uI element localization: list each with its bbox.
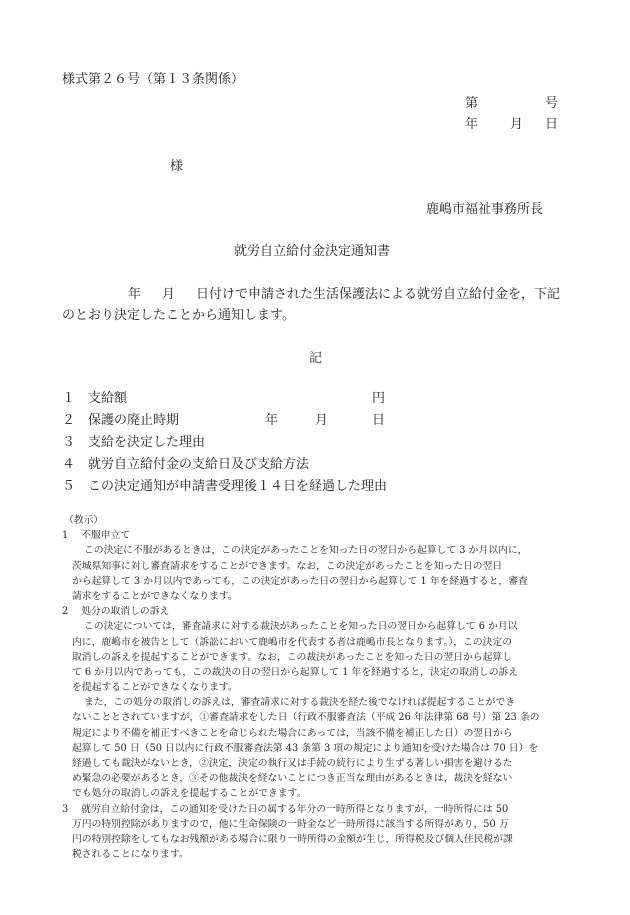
body-year-label: 年 <box>128 287 142 302</box>
note-line: 内に，鹿嶋市を被告として（訴訟において鹿嶋市を代表する者は鹿嶋市長となります。），この決定の <box>72 636 513 648</box>
notes-section <box>62 513 572 862</box>
note-line: 円の特別控除をしてもなお残額がある場合に限り一時所得の金額が生じ，所得税及び個人住民税が課 <box>72 833 513 845</box>
list-item <box>62 453 582 475</box>
note-line: 万円の特別控除がありますので，他に生命保険の一時金など一時所得に該当する所得があり，50 万 <box>72 818 509 830</box>
item-number: １ <box>62 391 76 406</box>
note-line: 2 処分の取消しの訴え <box>62 606 170 618</box>
document-number-suffix: 号 <box>545 96 559 111</box>
body-text: 日付けで申請された生活保護法による就労自立給付金を，下記 <box>196 287 561 302</box>
sender-name: 鹿嶋市福祉事務所長 <box>426 202 544 217</box>
note-line: この決定については，審査請求に対する裁決があったことを知った日の翌日から起算して 6 か月以 <box>84 621 518 633</box>
note-line: 茨城県知事に対し審査請求をすることができます。なお，この決定があったことを知った日の翌日 <box>72 560 503 572</box>
note-line: め緊急の必要があるとき，③その他裁決を経ないことにつき正当な理由があるときは，裁決を経ない <box>72 773 513 785</box>
list-item <box>62 431 582 453</box>
item-number: ３ <box>62 435 76 450</box>
list-item <box>62 409 582 431</box>
body-month-label: 月 <box>162 287 176 302</box>
document-title: 就労自立給付金決定通知書 <box>234 244 391 259</box>
note-line: 1 不服申立て <box>62 530 131 542</box>
note-line: でも処分の取消しの訴えを提起することができます。 <box>72 788 307 800</box>
list-item <box>62 475 582 497</box>
note-line: この決定に不服があるときは，この決定があったことを知った日の翌日から起算して 3 か月以内に， <box>84 545 528 557</box>
note-line: て 6 か月以内であっても，この裁決の日の翌日から起算して 1 年を経過すると，決定の取消しの訴え <box>72 666 519 678</box>
note-line: 請求をすることができなくなります。 <box>72 590 238 602</box>
document-number-label: 第 <box>465 96 479 111</box>
item-number: ２ <box>62 413 76 428</box>
ki-heading: 記 <box>309 351 323 366</box>
note-line: 取消しの訴えを提起することができます。なお，この裁決があったことを知った日の翌日から起算し <box>72 651 512 663</box>
note-line: 規定により不備を補正すべきことを命じられた場合にあっては，当該不備を補正した日）の翌日から <box>72 727 513 739</box>
note-line: を提起することができなくなります。 <box>72 682 238 694</box>
list-item <box>62 387 582 409</box>
date-month-label: 月 <box>510 117 524 132</box>
note-line: ないこととされていますが，①審査請求をした日（行政不服審査法（平成 26 年法律第 68 号）第 23 条の <box>72 712 540 724</box>
item-number: ４ <box>62 457 76 472</box>
note-line: 3 就労自立給付金は，この通知を受けた日の属する年分の一時所得となりますが，一時所得には 50 <box>62 803 509 815</box>
item-number: ５ <box>62 479 76 494</box>
date-day-label: 日 <box>545 117 559 132</box>
item-month-label: 月 <box>315 413 329 428</box>
note-line: また，この処分の取消しの訴えは，審査請求に対する裁決を経た後でなければ提起することができ <box>84 697 516 709</box>
item-label: 支給を決定した理由 <box>88 435 206 450</box>
note-line: 経過しても裁決がないとき，②決定，決定の執行又は手続の続行により生ずる著しい損害を避けるた <box>72 758 513 769</box>
recipient-honorific: 様 <box>170 159 184 174</box>
form-number: 様式第２６号（第１３条関係） <box>62 72 245 87</box>
item-label: この決定通知が申請書受理後１４日を経過した理由 <box>88 479 388 494</box>
item-yen-unit: 円 <box>372 391 386 406</box>
items-list <box>62 387 582 497</box>
item-year-label: 年 <box>265 413 279 428</box>
body-line-2: のとおり決定したことから通知します。 <box>62 308 295 323</box>
notes-heading: （教示） <box>64 515 104 526</box>
item-label: 支給額 <box>88 391 128 406</box>
item-label: 就労自立給付金の支給日及び支給方法 <box>88 457 310 472</box>
note-line: 起算して 50 日（50 日以内に行政不服審査法第 43 条第 3 項の規定により通知を受けた場合は 70 日）を <box>72 742 539 754</box>
note-line: 税されることになります。 <box>72 849 189 861</box>
note-line: から起算して 3 か月以内であっても，この決定があった日の翌日から起算して 1 年を経過すると，審査 <box>72 575 528 587</box>
item-day-label: 日 <box>372 413 386 428</box>
date-year-label: 年 <box>465 117 479 132</box>
item-label: 保護の廃止時期 <box>88 413 180 428</box>
